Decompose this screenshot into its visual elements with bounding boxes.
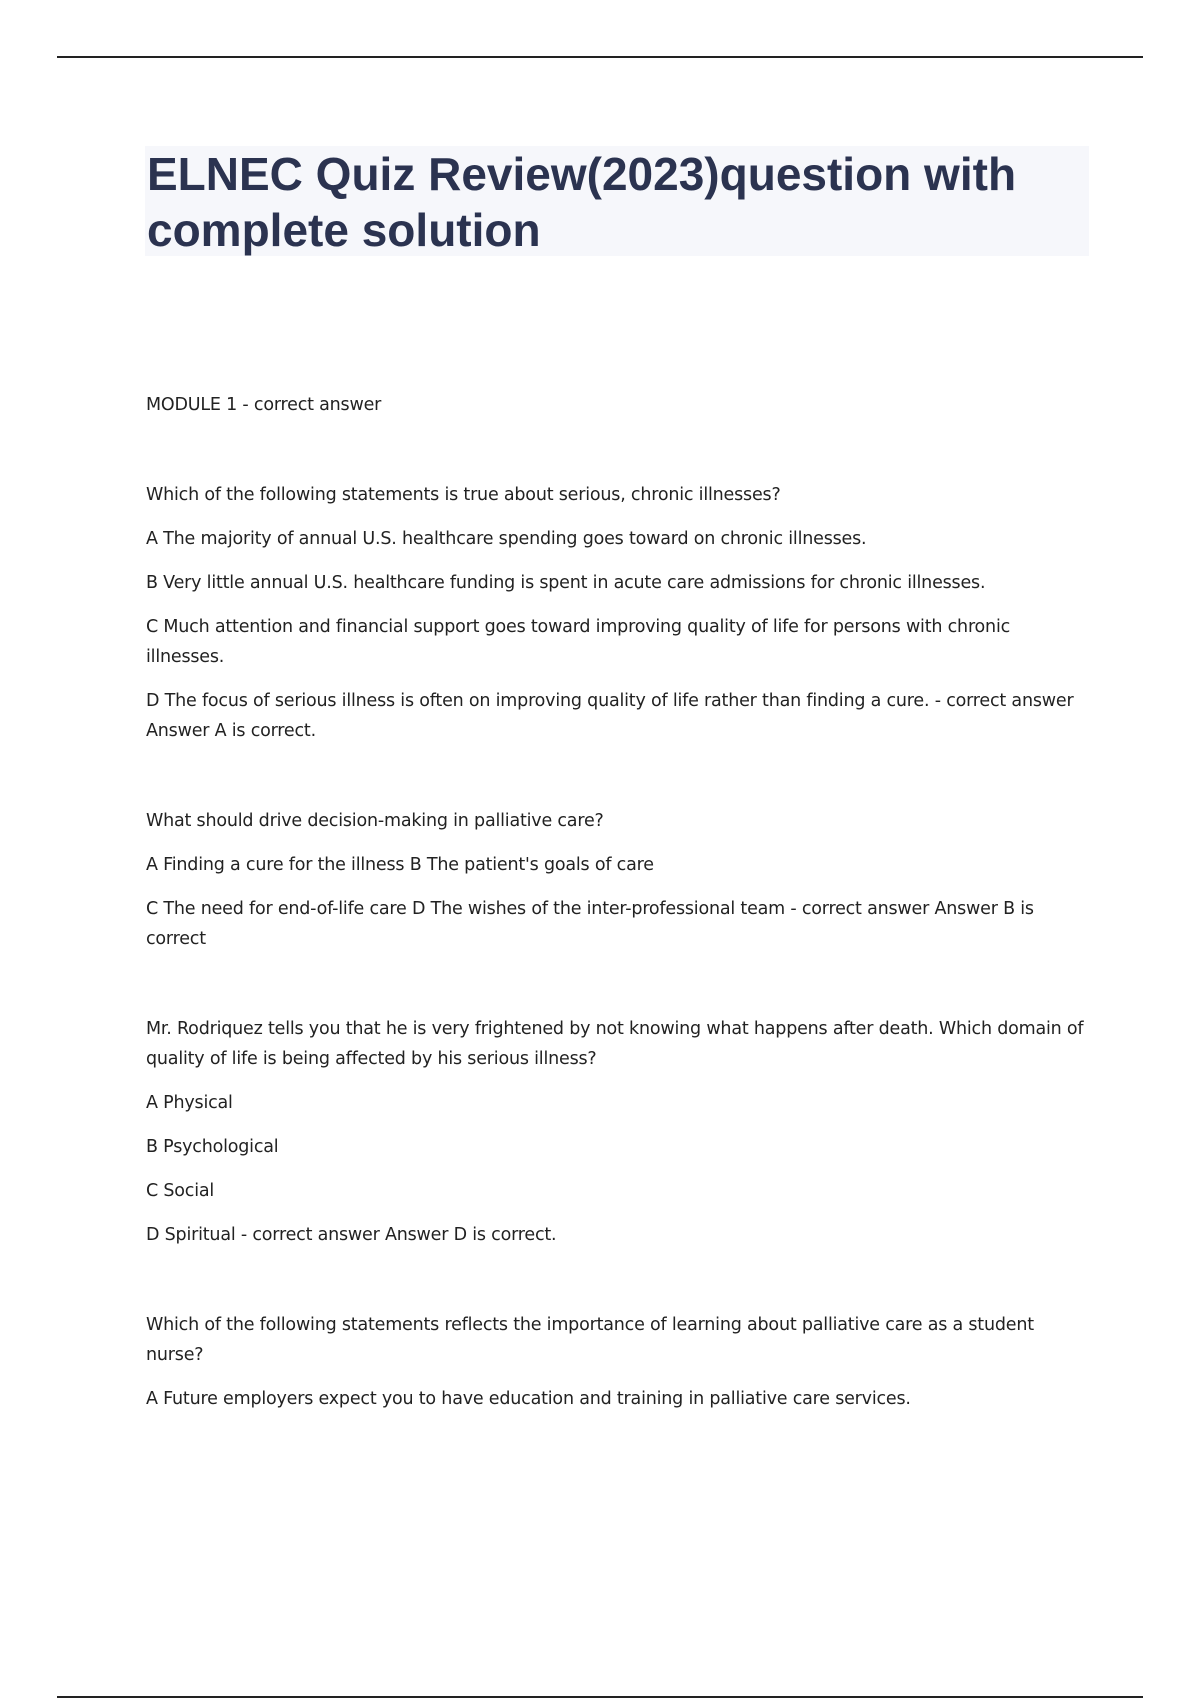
answer-option: A Future employers expect you to have education and training in palliative care services. <box>146 1389 911 1409</box>
answer-option: C Social <box>146 1181 215 1201</box>
answer-option: D Spiritual - correct answer Answer D is correct. <box>146 1225 557 1245</box>
answer-option: A The majority of annual U.S. healthcare spending goes toward on chronic illnesses. <box>146 529 867 549</box>
answer-option: B Psychological <box>146 1137 279 1157</box>
title-box <box>145 146 1089 256</box>
question-2 <box>146 806 1086 954</box>
module-heading: MODULE 1 - correct answer <box>146 395 382 415</box>
question-text: What should drive decision-making in palliative care? <box>146 811 604 831</box>
answer-option: A Physical <box>146 1093 233 1113</box>
answer-option: D The focus of serious illness is often on improving quality of life rather than finding a cure. - correct answer Answer A is correct. <box>146 691 1074 741</box>
question-4 <box>146 1310 1086 1414</box>
document-title: ELNEC Quiz Review(2023)question with complete solution <box>147 148 1017 256</box>
question-text: Which of the following statements is true about serious, chronic illnesses? <box>146 485 781 505</box>
document-body <box>146 390 1086 1474</box>
question-text: Mr. Rodriquez tells you that he is very frightened by not knowing what happens after death. Which domain of quality of life is being affected by his serious illness? <box>146 1019 1084 1069</box>
answer-option: A Finding a cure for the illness B The patient's goals of care <box>146 855 654 875</box>
answer-option: C Much attention and financial support goes toward improving quality of life for persons with chronic illnesses. <box>146 617 1011 667</box>
answer-option: C The need for end-of-life care D The wishes of the inter-professional team - correct answer Answer B is correct <box>146 899 1034 949</box>
answer-option: B Very little annual U.S. healthcare funding is spent in acute care admissions for chronic illnesses. <box>146 573 986 593</box>
question-3 <box>146 1014 1086 1250</box>
top-rule <box>57 56 1143 58</box>
question-1 <box>146 480 1086 746</box>
bottom-rule <box>57 1696 1143 1698</box>
question-text: Which of the following statements reflects the importance of learning about palliative care as a student nurse? <box>146 1315 1034 1365</box>
